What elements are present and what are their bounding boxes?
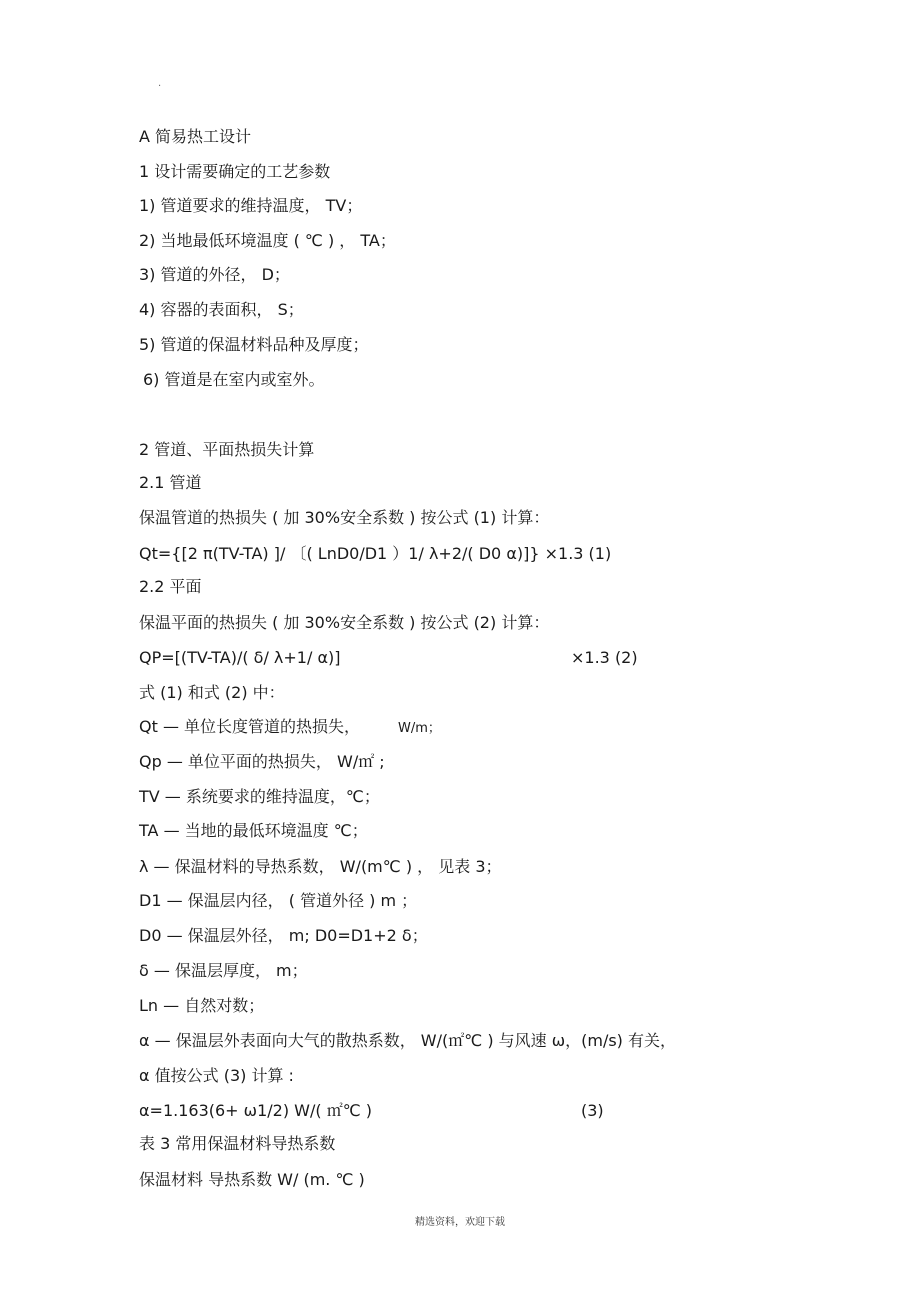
definition-tv: TV — 系统要求的维持温度，℃； xyxy=(139,787,380,806)
paragraph-pipe-heat-loss: 保温管道的热损失 ( 加 30%安全系数 ) 按公式 (1) 计算： xyxy=(139,508,550,527)
header-mark: . xyxy=(158,78,162,89)
list-item-1: 1) 管道要求的维持温度， TV； xyxy=(139,196,363,215)
formula-2 xyxy=(139,648,638,668)
definition-qp: Qp — 单位平面的热损失， W/㎡ ; xyxy=(139,752,385,771)
definition-ta: TA — 当地的最低环境温度 ℃； xyxy=(139,821,368,840)
list-item-2: 2) 当地最低环境温度 ( ℃ ) ， TA； xyxy=(139,231,396,250)
formula-3 xyxy=(139,1101,604,1121)
definition-delta: δ — 保温层厚度， m； xyxy=(139,961,308,980)
definitions-intro: 式 (1) 和式 (2) 中： xyxy=(139,683,285,702)
section-heading-a: A 简易热工设计 xyxy=(139,127,252,146)
subsection-heading-1: 1 设计需要确定的工艺参数 xyxy=(139,162,331,181)
table-3-header: 保温材料 导热系数 W/ (m. ℃ ) xyxy=(139,1170,365,1189)
formula-3-number: (3) xyxy=(581,1101,604,1120)
section-heading-2: 2 管道、平面热损失计算 xyxy=(139,440,315,459)
formula-1: Qt={[2 π(TV-TA) ]/ 〔( LnD0/D1 ）1/ λ+2/( D0 α)]} ×1.3 (1) xyxy=(139,544,612,563)
definition-lambda: λ — 保温材料的导热系数， W/(m℃ ) ， 见表 3； xyxy=(139,857,502,876)
definition-d1: D1 — 保温层内径， ( 管道外径 ) m ； xyxy=(139,891,418,910)
table-3-title: 表 3 常用保温材料导热系数 xyxy=(139,1134,336,1153)
formula-2-number: ×1.3 (2) xyxy=(571,648,638,667)
formula-3-expression: α=1.163(6+ ω1/2) W/( ㎡℃ ) xyxy=(139,1101,372,1120)
definition-alpha: α — 保温层外表面向大气的散热系数， W/(㎡℃ ) 与风速 ω，(m/s) 有关， xyxy=(139,1031,677,1050)
definition-qt-unit: W/m； xyxy=(398,721,441,736)
list-item-5: 5) 管道的保温材料品种及厚度； xyxy=(139,335,369,354)
definition-ln: Ln — 自然对数； xyxy=(139,996,265,1015)
subsection-heading-2-2: 2.2 平面 xyxy=(139,577,202,596)
formula-2-expression: QP=[(TV-TA)/( δ/ λ+1/ α)] xyxy=(139,648,341,667)
list-item-4: 4) 容器的表面积， S； xyxy=(139,300,304,319)
subsection-heading-2-1: 2.1 管道 xyxy=(139,473,202,492)
alpha-formula-intro: α 值按公式 (3) 计算 : xyxy=(139,1066,294,1085)
definition-qt xyxy=(139,717,441,737)
definition-qt-text: Qt — 单位长度管道的热损失， xyxy=(139,717,361,736)
list-item-6: 6) 管道是在室内或室外。 xyxy=(143,370,325,389)
definition-d0: D0 — 保温层外径， m; D0=D1+2 δ； xyxy=(139,926,428,945)
paragraph-plane-heat-loss: 保温平面的热损失 ( 加 30%安全系数 ) 按公式 (2) 计算： xyxy=(139,613,550,632)
page-footer: 精选资料，欢迎下载 xyxy=(415,1217,505,1228)
list-item-3: 3) 管道的外径， D； xyxy=(139,265,290,284)
